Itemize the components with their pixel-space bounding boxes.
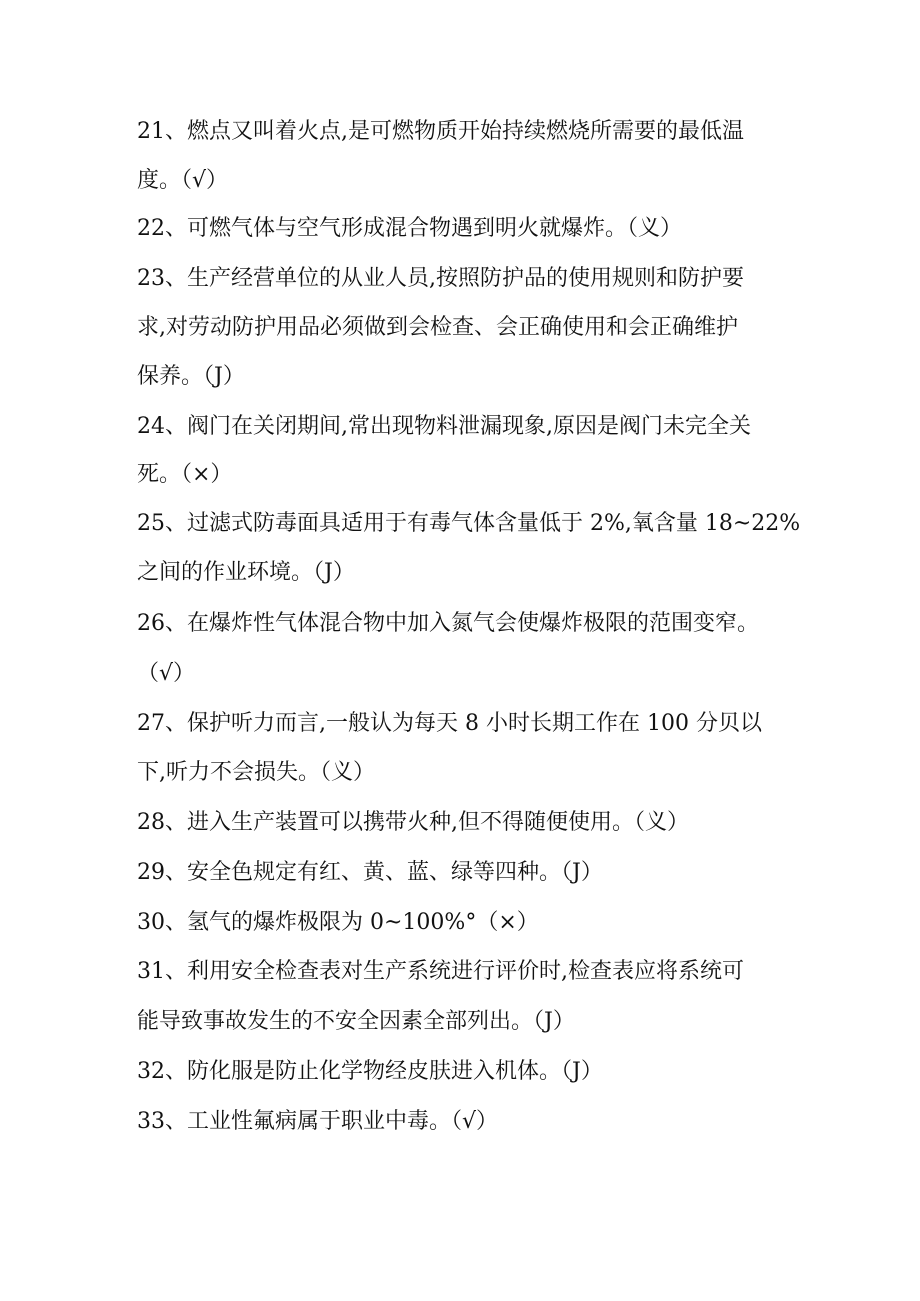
- question-28-line-1: 28、进入生产装置可以携带火种,但不得随便使用。（义）: [137, 810, 689, 835]
- question-31-line-2: 能导致事故发生的不安全因素全部列出。（J）: [137, 1009, 575, 1034]
- question-31-line-1: 31、利用安全检查表对生产系统进行评价时,检查表应将系统可: [137, 959, 744, 984]
- question-27-line-2: 下,听力不会损失。（义）: [137, 760, 375, 785]
- question-21-line-2: 度。（√）: [137, 168, 229, 193]
- question-27-line-1: 27、保护听力而言,一般认为每天 8 小时长期工作在 100 分贝以: [137, 711, 762, 736]
- question-22-line-1: 22、可燃气体与空气形成混合物遇到明火就爆炸。（义）: [137, 216, 682, 241]
- question-21-line-1: 21、燃点又叫着火点,是可燃物质开始持续燃烧所需要的最低温: [137, 119, 744, 144]
- question-23-line-1: 23、生产经营单位的从业人员,按照防护品的使用规则和防护要: [137, 266, 744, 291]
- question-23-line-2: 求,对劳动防护用品必须做到会检查、会正确使用和会正确维护: [137, 315, 738, 340]
- question-32-line-1: 32、防化服是防止化学物经皮肤进入机体。（J）: [137, 1059, 603, 1084]
- question-24-line-2: 死。（×）: [137, 462, 233, 487]
- question-23-line-3: 保养。（J）: [137, 364, 245, 389]
- question-29-line-1: 29、安全色规定有红、黄、蓝、绿等四种。（J）: [137, 860, 603, 885]
- question-26-line-1: 26、在爆炸性气体混合物中加入氮气会使爆炸极限的范围变窄。: [137, 611, 759, 636]
- question-25-line-2: 之间的作业环境。（J）: [137, 560, 355, 585]
- question-26-line-2: （√）: [137, 661, 196, 686]
- question-30-line-1: 30、氢气的爆炸极限为 0~100%°（×）: [137, 910, 539, 935]
- question-33-line-1: 33、工业性氟病属于职业中毒。（√）: [137, 1109, 499, 1134]
- question-25-line-1: 25、过滤式防毒面具适用于有毒气体含量低于 2%,氧含量 18~22%: [137, 511, 801, 536]
- question-24-line-1: 24、阀门在关闭期间,常出现物料泄漏现象,原因是阀门未完全关: [137, 414, 751, 439]
